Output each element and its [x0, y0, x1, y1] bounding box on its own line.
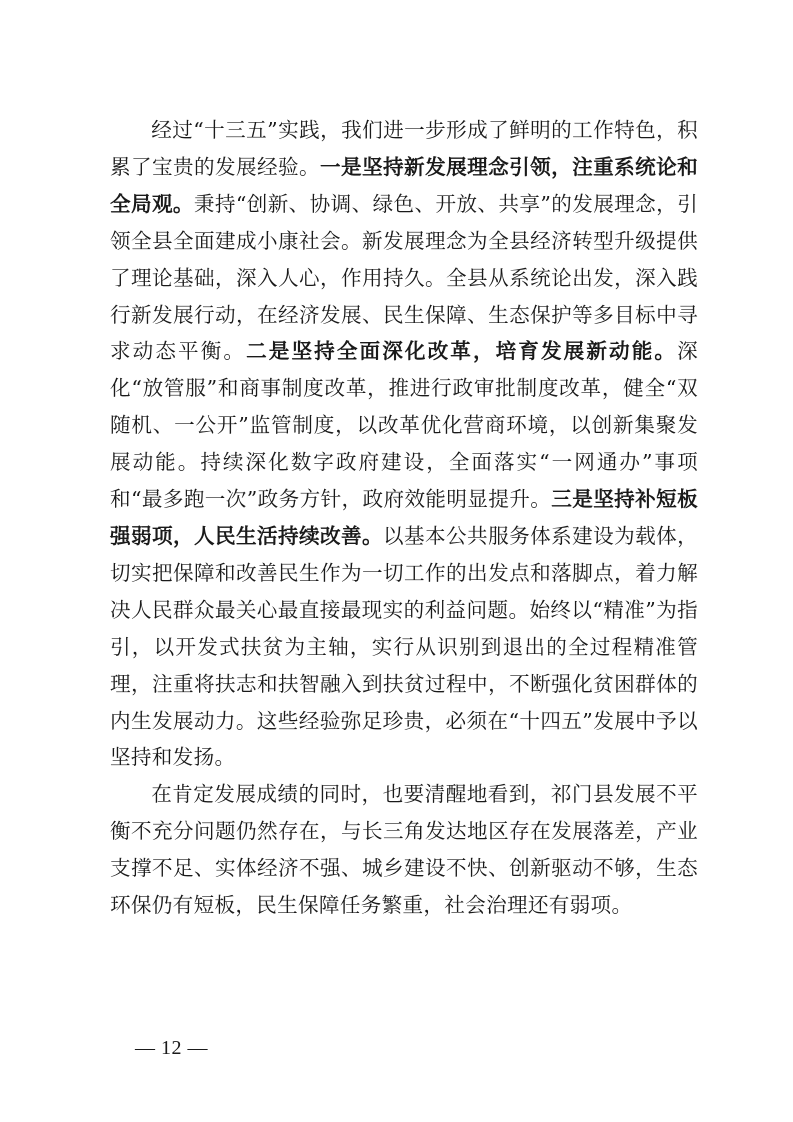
document-body	[110, 112, 698, 924]
point-three-heading: 三是坚持补短板强弱项，人民生活持续改善。	[110, 487, 698, 548]
point-two-heading: 二是坚持全面深化改革，培育发展新动能。	[246, 339, 678, 364]
point-three-text: 以基本公共服务体系建设为载体，切实把保障和改善民生作为一切工作的出发点和落脚点，着力解决人民群众最关心最直接最现实的利益问题。始终以“精准”为指引，以开发式扶贫为主轴，实行从识别到退出的全过程精准管理，注重将扶志和扶智融入到扶贫过程中，不断强化贫困群体的内生发展动力。这些经验弥足珍贵，必须在“十四五”发展中予以坚持和发扬。	[110, 523, 698, 770]
paragraph-intro-text: 经过“十三五”实践，我们进一步形成了鲜明的工作特色，积累了宝贵的发展经验。	[110, 118, 698, 179]
point-one-text: 秉持“创新、协调、绿色、开放、共享”的发展理念，引领全县全面建成小康社会。新发展理念为全县经济转型升级提供了理论基础，深入人心，作用持久。全县从系统论出发，深入践行新发展行动，在经济发展、民生保障、生态保护等多目标中寻求动态平衡。	[110, 191, 698, 364]
point-two-text: 深化“放管服”和商事制度改革，推进行政审批制度改革，健全“双随机、一公开”监管制度，以改革优化营商环境，以创新集聚发展动能。持续深化数字政府建设，全面落实“一网通办”事项和“最多跑一次”政务方针，政府效能明显提升。	[110, 339, 698, 512]
point-one-heading: 一是坚持新发展理念引领，注重系统论和全局观。	[110, 154, 699, 216]
page-number: — 12 —	[135, 1037, 208, 1059]
paragraph-challenges: 在肯定发展成绩的同时，也要清醒地看到，祁门县发展不平衡不充分问题仍然存在，与长三角发达地区存在发展落差，产业支撑不足、实体经济不强、城乡建设不快、创新驱动不够，生态环保仍有短板，民生保障任务繁重，社会治理还有弱项。	[110, 782, 698, 918]
paragraph-experience	[110, 112, 698, 776]
